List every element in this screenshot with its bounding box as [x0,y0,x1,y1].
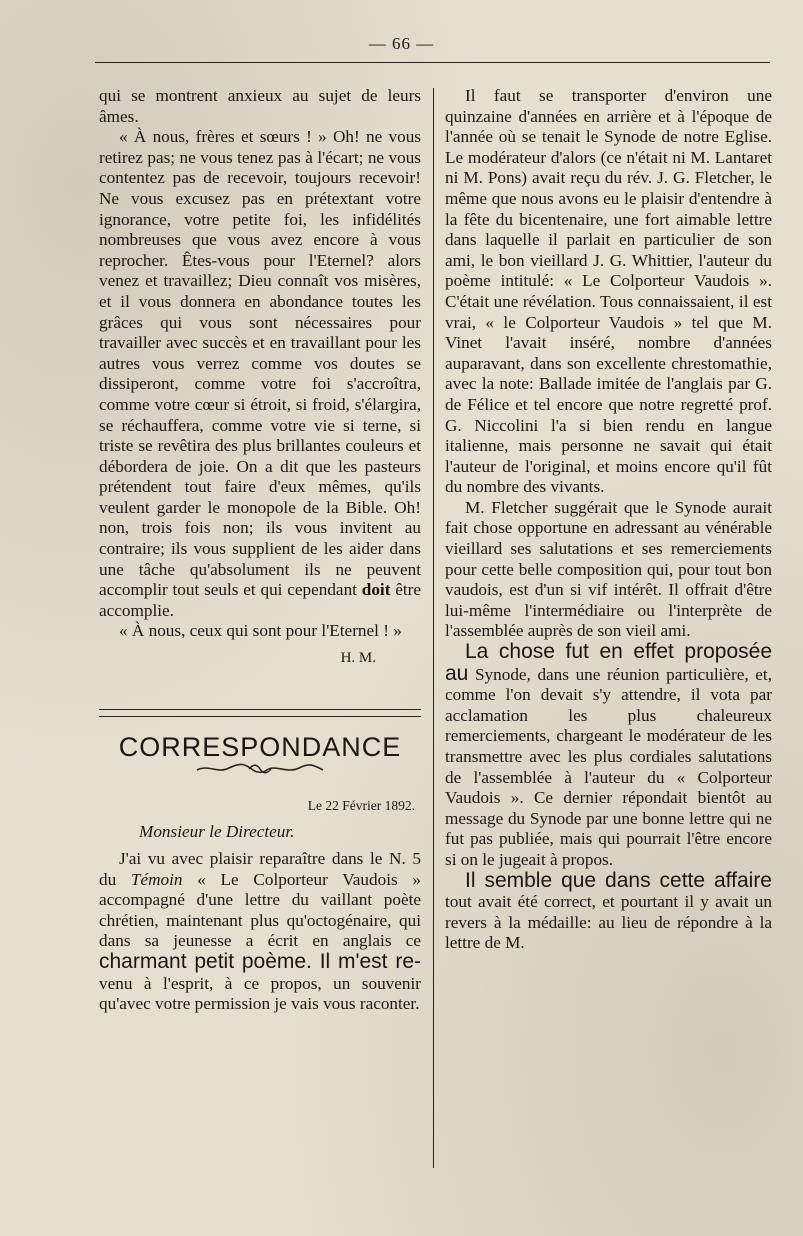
right-column [445,86,772,954]
section-divider [99,709,421,717]
paragraph-text: tout avait été correct, et pourtant il y avait un revers à la médaille: au lieu de répondre à la lettre de M. [445,892,772,953]
paragraph-text: « À nous, frères et sœurs ! » Oh! ne vous retirez pas; ne vous tenez pas à l'écart; ne vous contentez pas de recevoir, toujours recevoir! Ne vous excusez pas en prétextant votre ignorance, votre petite foi, les infidélités nombreuses que vous avez encore à vous reprocher. Êtes-vous pour l'Eternel? alors venez et travaillez; Dieu connaît vos misères, et il vous donnera en abondance toutes les grâces qui vous sont nécessaires pour travailler avec succès et en travaillant pour les autres vous verrez comme vos doutes se dissiperont, comme votre foi s'accroîtra, comme votre cœur si étroit, si froid, s'élargira, se réchauffera, comme votre vie si terne, si triste se revêtira des plus brillantes couleurs et débordera de joie. On a dit que les pasteurs prétendent tout faire d'eux mêmes, qu'ils veulent garder le monopole de la Bible. Oh! non, trois fois non; ils vous invitent au contraire; ils vous supplient de les aider dans une tâche qu'absolument ils ne peuvent accomplir tout seuls et qui cependant [99,127,421,600]
page-number: — 66 — [368,34,435,53]
signature: H. M. [340,650,376,667]
paragraph [445,642,772,871]
paragraph: Il faut se transporter d'environ une quinzaine d'années en arrière et à l'époque de l'année où se tenait le Synode de notre Eglise. Le modérateur d'alors (ce n'était ni M. Lantaret ni M. Pons) avait reçu du rév. J. G. Fletcher, le même que nous avons eu le plaisir d'entendre à la fête du bicentenaire, une fort aimable lettre dans laquelle il parlait en particulier de son ami, le bon vieillard J. G. Whittier, l'auteur du poème intitulé: « Le Colporteur Vaudois ». C'était une révélation. Tous connaissaient, il est vrai, « le Colporteur Vaudois » tel que M. Vinet l'avait inséré, nombre d'années auparavant, dans son excellente chrestomathie, avec la note: Ballade imitée de l'anglais par G. de Félice et tel encore que notre regretté prof. G. Niccolini l'a si bien rendu en langue italienne, mais personne ne savait qui était l'auteur de l'original, et moins encore qu'il fût du nombre des vivants. [445,86,772,497]
bold-word: doit [361,580,391,600]
paragraph-text: venu à l'esprit, à ce propos, un souvenir qu'avec votre permission je vais vous raconter. [99,973,421,1014]
paragraph [99,849,421,1015]
paragraph: qui se montrent anxieux au sujet de leurs âmes. [99,86,421,126]
paragraph-text: Synode, dans une réunion particulière, et, comme l'on devait s'y attendre, il vota par acclamation les plus chaleureux remerciements, chargeant le modérateur de les transmettre avec les plus cordiales salutations de l'assemblée à l'auteur du « Colporteur Vaudois ». Ce dernier répondait bientôt au message du Synode par une bonne lettre qui ne fut pas publiée, mais qui pourrait l'être encore si on le jugeait à propos. [445,664,773,869]
paragraph: M. Fletcher suggérait que le Synode aurait fait chose opportune en adressant au vénérable vieillard ses salutations et ses remerciements pour cette belle composition qui, pour tout bon vaudois, est d'un si vif intérêt. Il offrait d'être lui-même l'intermédiaire ou l'interprète de l'assemblée auprès de son vieil ami. [445,497,772,641]
paragraph-text: J'ai vu avec plaisir reparaître dans le N. 5 du [99,849,421,889]
ornament-icon [99,761,421,782]
header-rule [95,62,770,63]
paragraph [445,868,772,954]
column-divider [433,88,434,1168]
section-title: CORRESPONDANCE [118,731,402,762]
paragraph: « À nous, ceux qui sont pour l'Eternel ! » [119,621,402,641]
salutation: Monsieur le Directeur. [139,822,295,842]
paragraph-text: être accomplie. [99,580,422,620]
paragraph [99,127,421,621]
letter-date: Le 22 Février 1892. [307,797,415,813]
left-column [99,86,421,1015]
paragraph-text: charmant petit poème. Il m'est re- [99,949,421,973]
paragraph-text: Il semble que dans cette affaire [465,868,772,892]
journal-name: Témoin [130,869,183,889]
paragraph-text: « Le Colporteur Vaudois » accompagné d'une lettre du vaillant poète chrétien, maintenant plus qu'octogénaire, qui dans sa jeunesse a écrit en anglais ce [99,869,421,951]
paragraph-text: La chose fut en effet proposée au [445,640,772,685]
